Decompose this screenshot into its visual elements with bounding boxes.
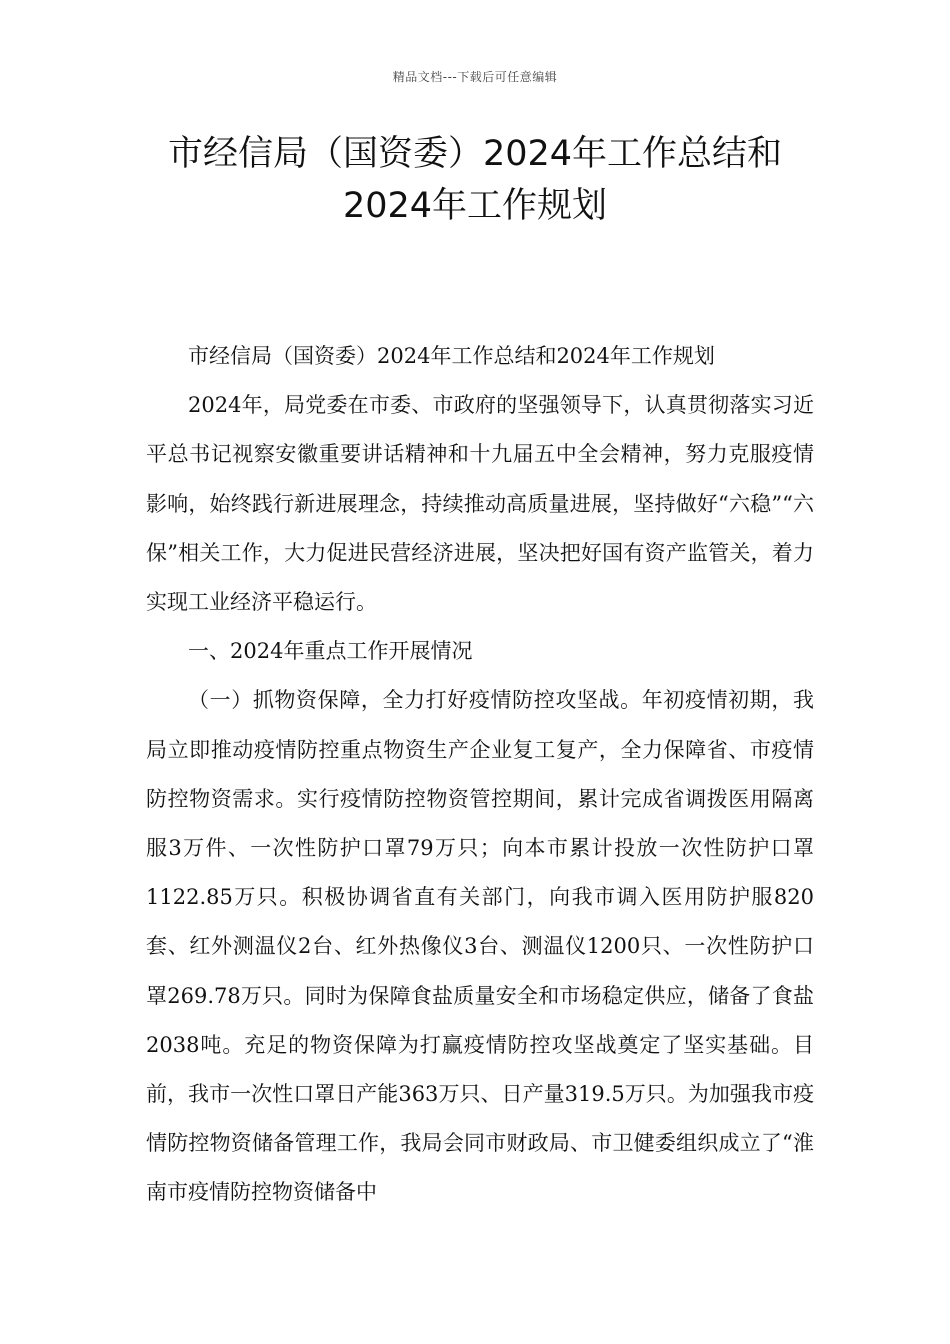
section-heading: 一、2024年重点工作开展情况 [188,639,473,664]
paragraph-intro: 2024年，局党委在市委、市政府的坚强领导下，认真贯彻落实习近平总书记视察安徽重要讲话精神和十九届五中全会精神，努力克服疫情影响，始终践行新进展理念，持续推动高质量进展，坚持做好“六稳”“六保”相关工作，大力促进民营经济进展，坚决把好国有资产监管关，着力实现工业经济平稳运行。 [146,393,814,615]
title-line-1: 市经信局（国资委）2024年工作总结和 [167,134,783,174]
title-line-2: 2024年工作规划 [342,186,608,226]
paragraph-section-1: （一）抓物资保障，全力打好疫情防控攻坚战。年初疫情初期，我局立即推动疫情防控重点物资生产企业复工复产，全力保障省、市疫情防控物资需求。实行疫情防控物资管控期间，累计完成省调拨医用隔离服3万件、一次性防护口罩79万只；向本市累计投放一次性防护口罩1122.85万只。积极协调省直有关部门，向我市调入医用防护服820套、红外测温仪2台、红外热像仪3台、测温仪1200只、一次性防护口罩269.78万只。同时为保障食盐质量安全和市场稳定供应，储备了食盐2038吨。充足的物资保障为打赢疫情防控攻坚战奠定了坚实基础。目前，我市一次性口罩日产能363万只、日产量319.5万只。为加强我市疫情防控物资储备管理工作，我局会同市财政局、市卫健委组织成立了“淮南市疫情防控物资储备中 [146,688,814,1205]
paragraph-subtitle: 市经信局（国资委）2024年工作总结和2024年工作规划 [188,344,715,368]
header-note: 精品文档---下载后可任意编辑 [392,70,558,84]
document-title [100,128,850,232]
document-body [146,332,814,1218]
